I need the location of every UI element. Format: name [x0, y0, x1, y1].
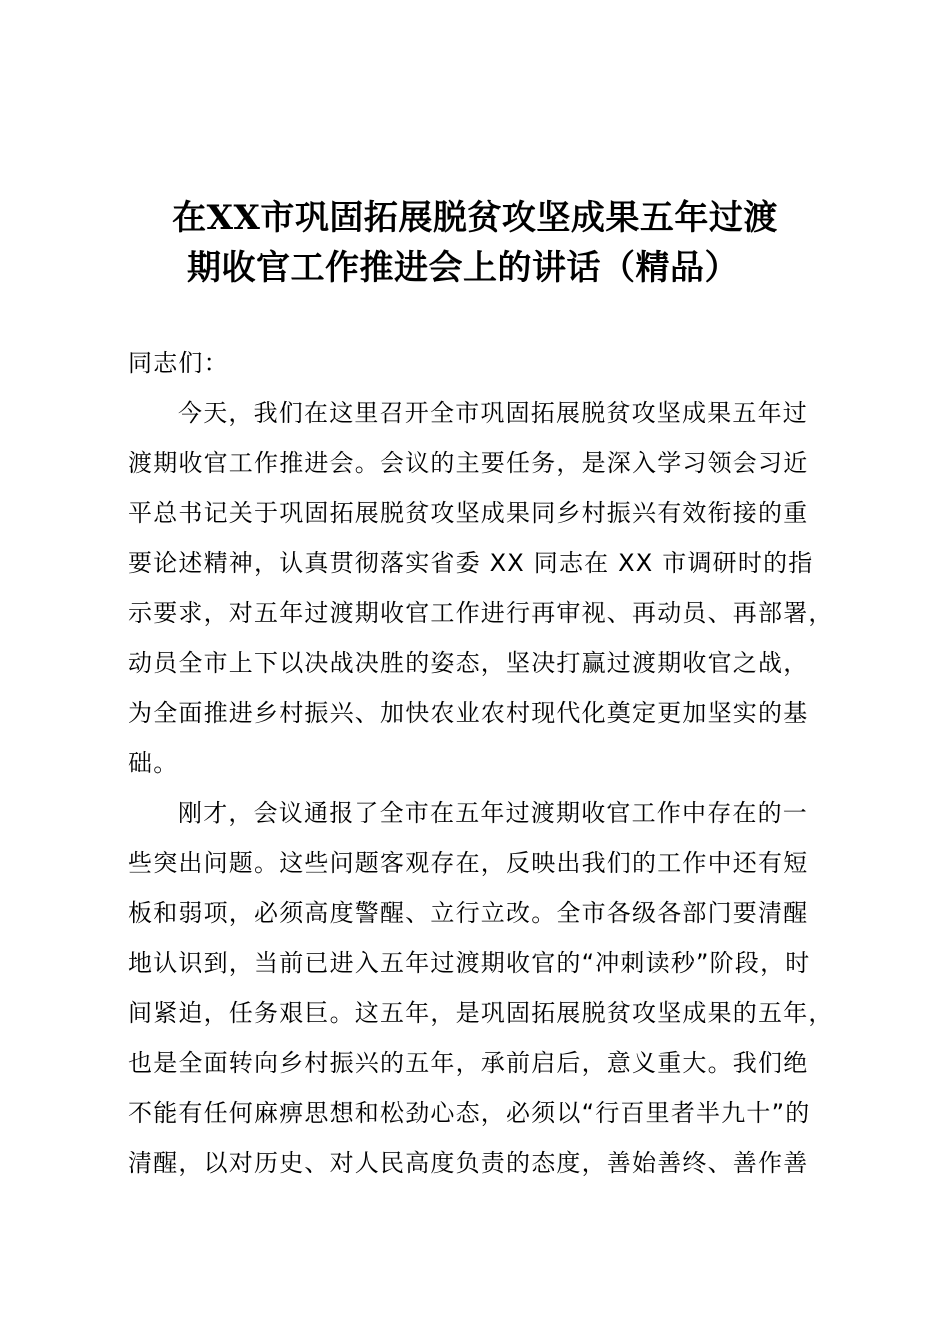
- paragraph-line: 不能有任何麻痹思想和松劲心态，必须以“行百里者半九十”的: [128, 1099, 811, 1127]
- paragraph-line: 础。: [128, 749, 179, 777]
- salutation: 同志们：: [128, 349, 229, 377]
- document-title-line-1: 在XX市巩固拓展脱贫攻坚成果五年过渡: [172, 198, 778, 238]
- paragraph-line: 渡期收官工作推进会。会议的主要任务，是深入学习领会习近: [128, 449, 809, 477]
- paragraph-line: 平总书记关于巩固拓展脱贫攻坚成果同乡村振兴有效衔接的重: [128, 499, 809, 527]
- paragraph-line: 也是全面转向乡村振兴的五年，承前启后，意义重大。我们绝: [128, 1049, 809, 1077]
- paragraph-line: 要论述精神，认真贯彻落实省委 XX 同志在 XX 市调研时的指: [128, 549, 814, 577]
- paragraph-line: 动员全市上下以决战决胜的姿态，坚决打赢过渡期收官之战，: [128, 649, 809, 677]
- paragraph-line: 板和弱项，必须高度警醒、立行立改。全市各级各部门要清醒: [128, 899, 809, 927]
- paragraph-line: 间紧迫，任务艰巨。这五年，是巩固拓展脱贫攻坚成果的五年，: [128, 999, 834, 1027]
- paragraph-line: 示要求，对五年过渡期收官工作进行再审视、再动员、再部署，: [128, 599, 834, 627]
- paragraph-line: 地认识到，当前已进入五年过渡期收官的“冲刺读秒”阶段，时: [128, 949, 811, 977]
- paragraph-line: 些突出问题。这些问题客观存在，反映出我们的工作中还有短: [128, 849, 809, 877]
- paragraph-line: 为全面推进乡村振兴、加快农业农村现代化奠定更加坚实的基: [128, 699, 809, 727]
- paragraph-line: 今天，我们在这里召开全市巩固拓展脱贫攻坚成果五年过: [178, 399, 808, 427]
- document-title-line-2: 期收官工作推进会上的讲话（精品）: [187, 248, 739, 288]
- paragraph-line: 清醒，以对历史、对人民高度负责的态度，善始善终、善作善: [128, 1149, 809, 1177]
- paragraph-line: 刚才，会议通报了全市在五年过渡期收官工作中存在的一: [178, 799, 808, 827]
